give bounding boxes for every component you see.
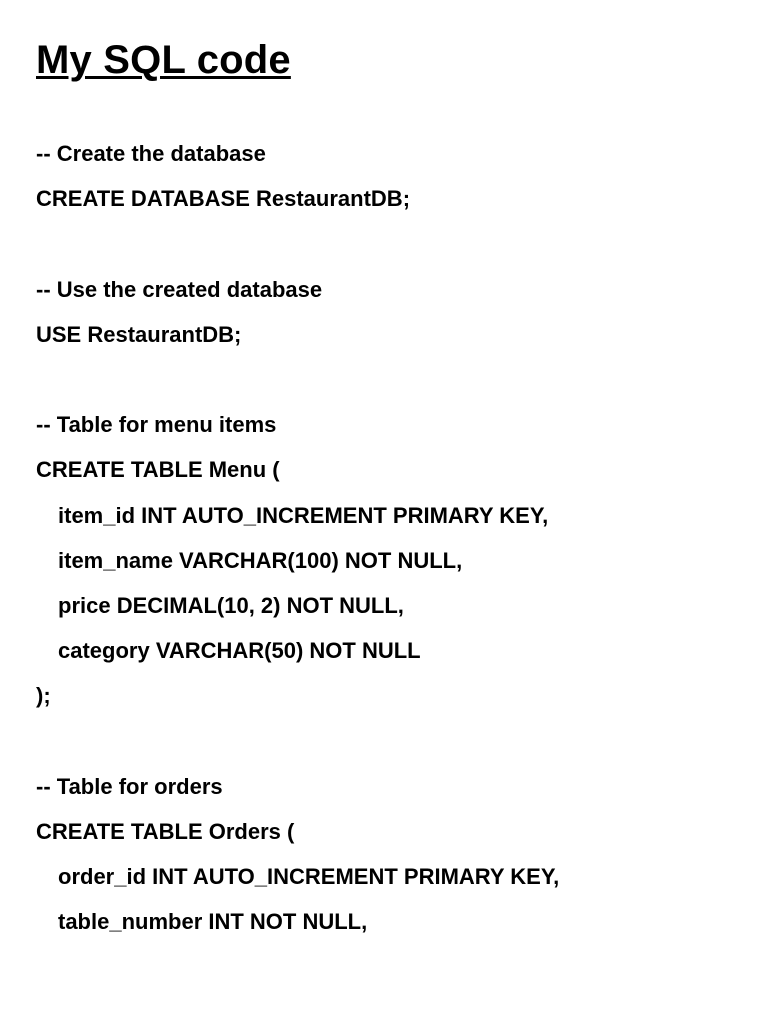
code-line: CREATE DATABASE RestaurantDB; (36, 186, 411, 212)
code-line: -- Table for orders (36, 773, 223, 799)
code-line: ); (36, 683, 51, 709)
code-line: category VARCHAR(50) NOT NULL (58, 638, 421, 664)
code-line: -- Use the created database (36, 276, 323, 302)
code-line: item_id INT AUTO_INCREMENT PRIMARY KEY, (58, 502, 549, 528)
code-line: -- Create the database (36, 141, 266, 166)
code-line: USE RestaurantDB; (36, 321, 242, 347)
code-line: CREATE TABLE Orders ( (36, 818, 295, 844)
code-line: CREATE TABLE Menu ( (36, 457, 280, 483)
code-line: price DECIMAL(10, 2) NOT NULL, (58, 592, 404, 618)
code-line: -- Table for menu items (36, 412, 277, 438)
code-line-blank (36, 726, 736, 771)
page-title: My SQL code (36, 38, 291, 82)
code-line: table_number INT NOT NULL, (58, 909, 368, 935)
code-line-blank (36, 365, 736, 410)
sql-code-block (36, 139, 736, 952)
code-line: item_name VARCHAR(100) NOT NULL, (58, 547, 463, 573)
code-line-blank (36, 229, 736, 274)
code-line: order_id INT AUTO_INCREMENT PRIMARY KEY, (58, 864, 560, 889)
